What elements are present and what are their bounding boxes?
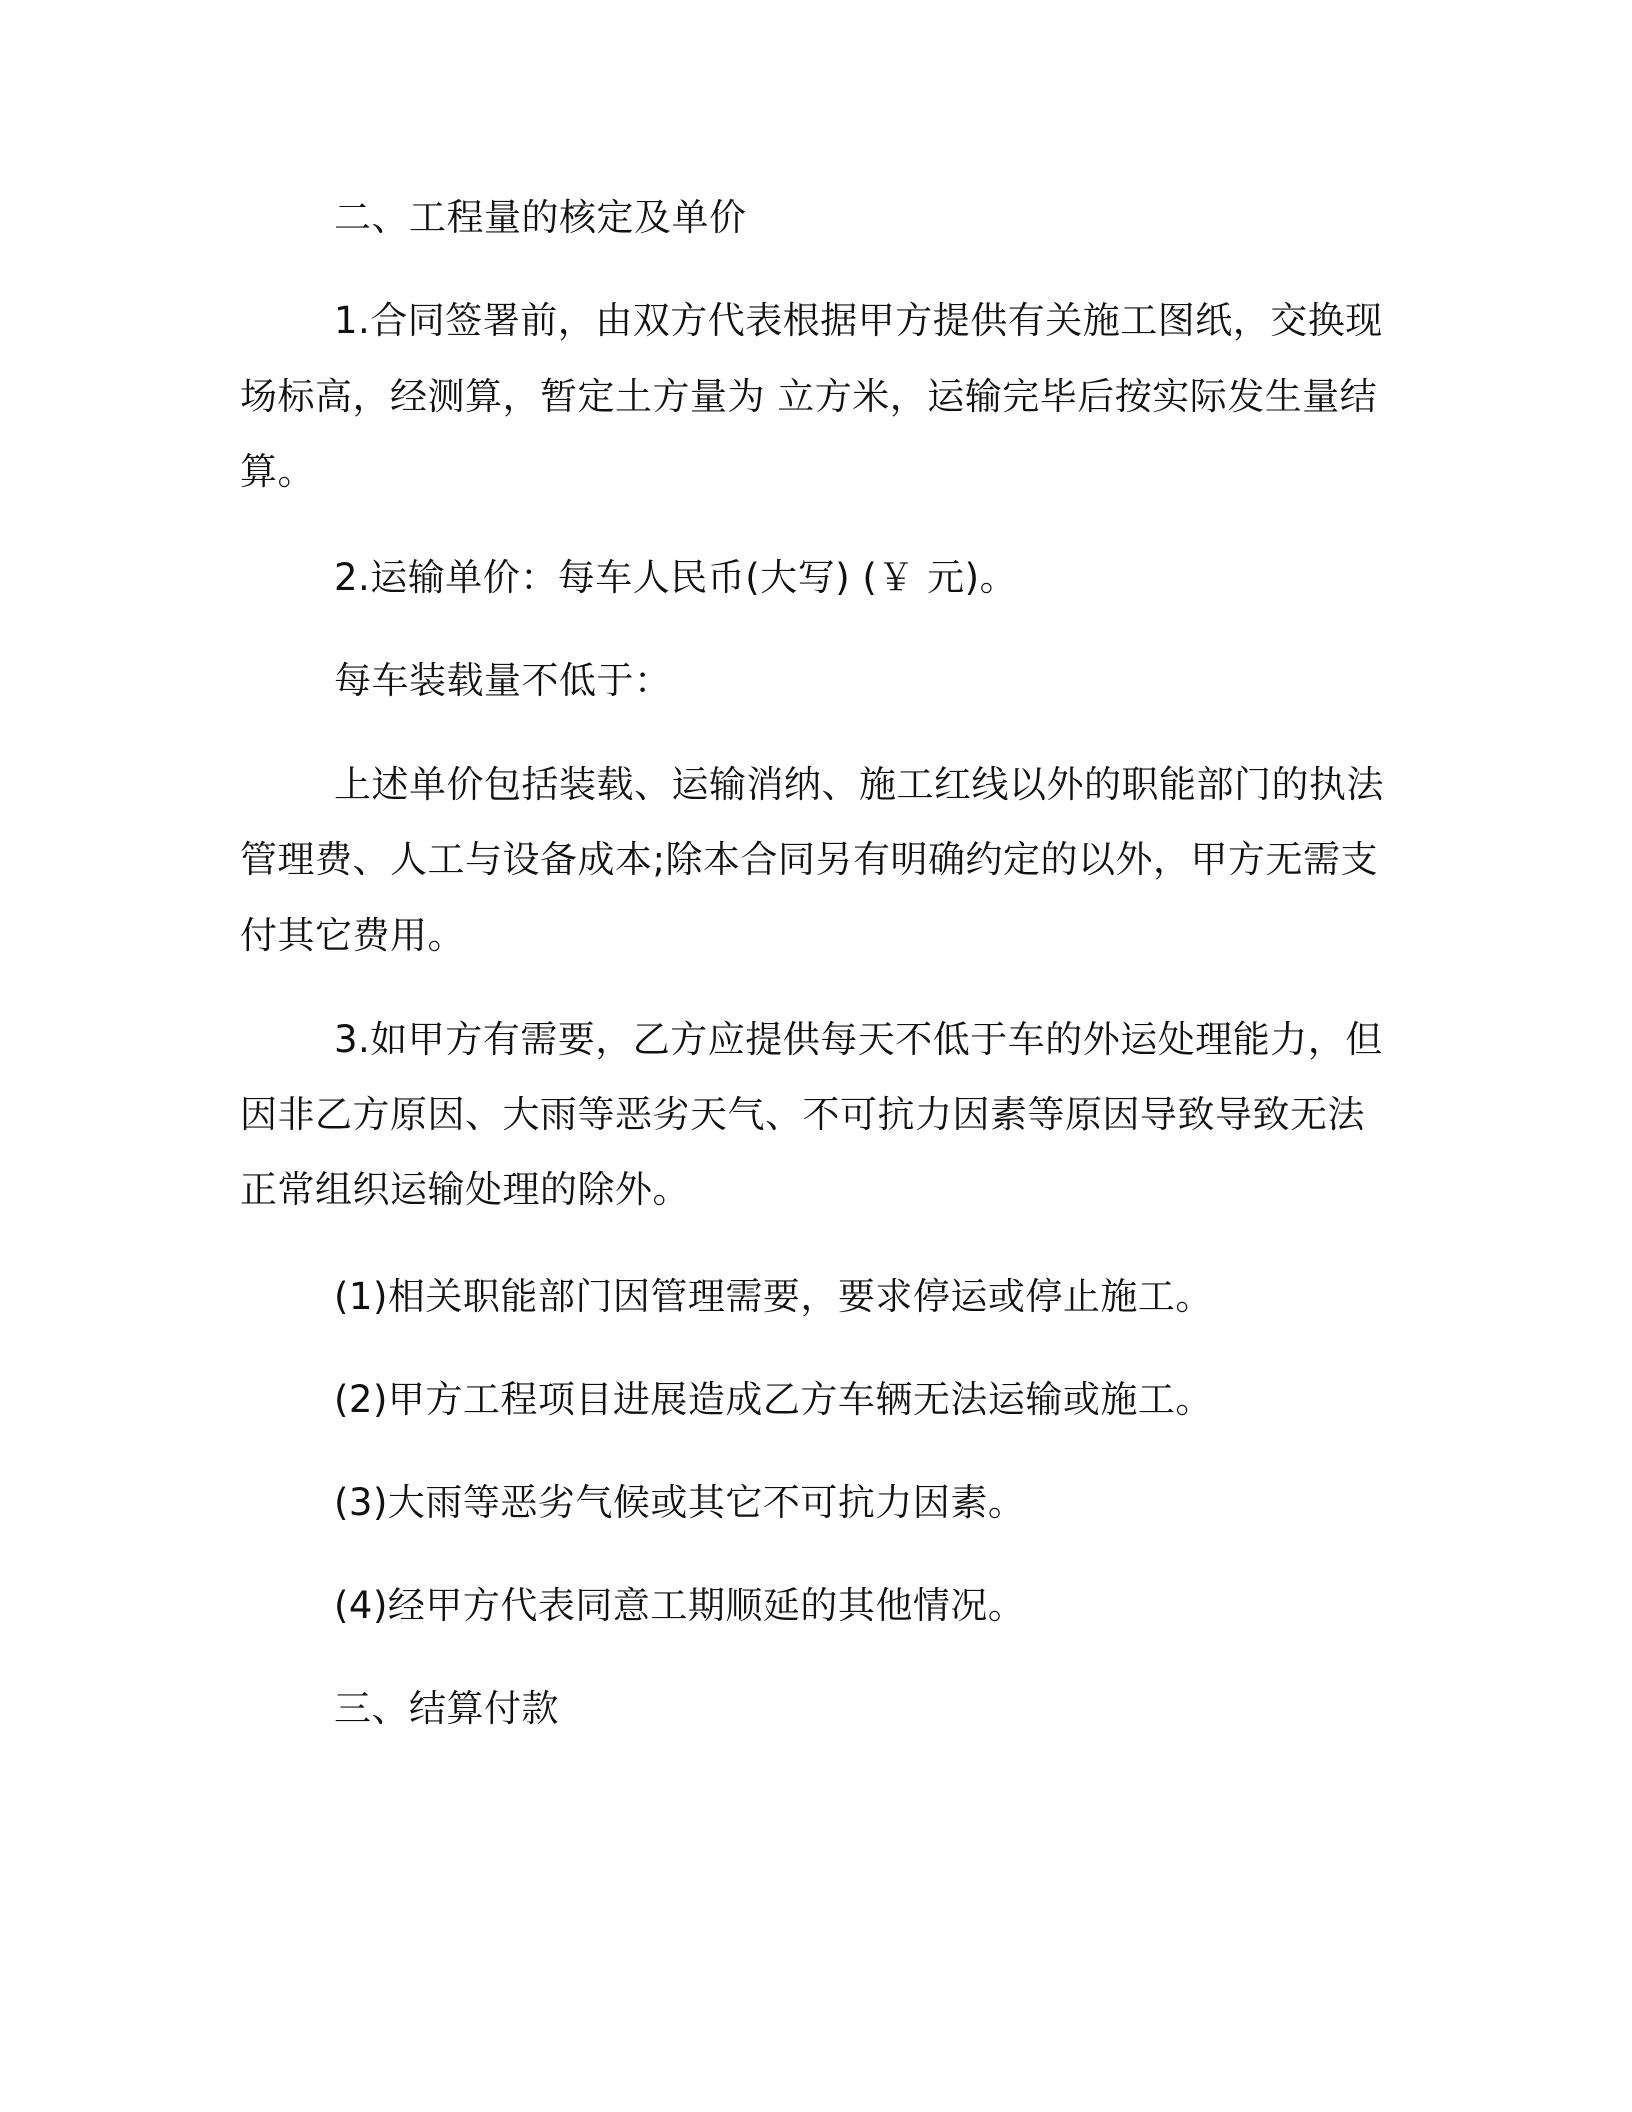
paragraph-3-line-3: 正常组织运输处理的除外。 — [240, 1168, 690, 1211]
paragraph-3-line-1: 3.如甲方有需要，乙方应提供每天不低于车的外运处理能力，但 — [334, 1018, 1383, 1061]
section-heading-3: 三、结算付款 — [334, 1687, 559, 1730]
list-item-1: (1)相关职能部门因管理需要，要求停运或停止施工。 — [334, 1275, 1213, 1318]
paragraph-1-line-1: 1.合同签署前，由双方代表根据甲方提供有关施工图纸，交换现 — [334, 299, 1383, 342]
paragraph-price-scope-line-2: 管理费、人工与设备成本;除本合同另有明确约定的以外，甲方无需支 — [240, 838, 1378, 881]
paragraph-3-line-2: 因非乙方原因、大雨等恶劣天气、不可抗力因素等原因导致导致无法 — [240, 1093, 1365, 1136]
paragraph-price-scope-line-3: 付其它费用。 — [240, 914, 465, 957]
list-item-4: (4)经甲方代表同意工期顺延的其他情况。 — [334, 1584, 1026, 1627]
paragraph-1-line-2: 场标高，经测算，暂定土方量为 立方米，运输完毕后按实际发生量结 — [240, 375, 1378, 418]
paragraph-1-line-3: 算。 — [240, 450, 315, 493]
list-item-2: (2)甲方工程项目进展造成乙方车辆无法运输或施工。 — [334, 1378, 1213, 1421]
section-heading-2: 二、工程量的核定及单价 — [334, 196, 747, 239]
list-item-3: (3)大雨等恶劣气候或其它不可抗力因素。 — [334, 1481, 1026, 1524]
paragraph-load-capacity: 每车装载量不低于： — [334, 659, 672, 702]
paragraph-price-scope-line-1: 上述单价包括装载、运输消纳、施工红线以外的职能部门的执法 — [334, 763, 1384, 806]
paragraph-2: 2.运输单价：每车人民币(大写) (￥ 元)。 — [334, 556, 1018, 599]
